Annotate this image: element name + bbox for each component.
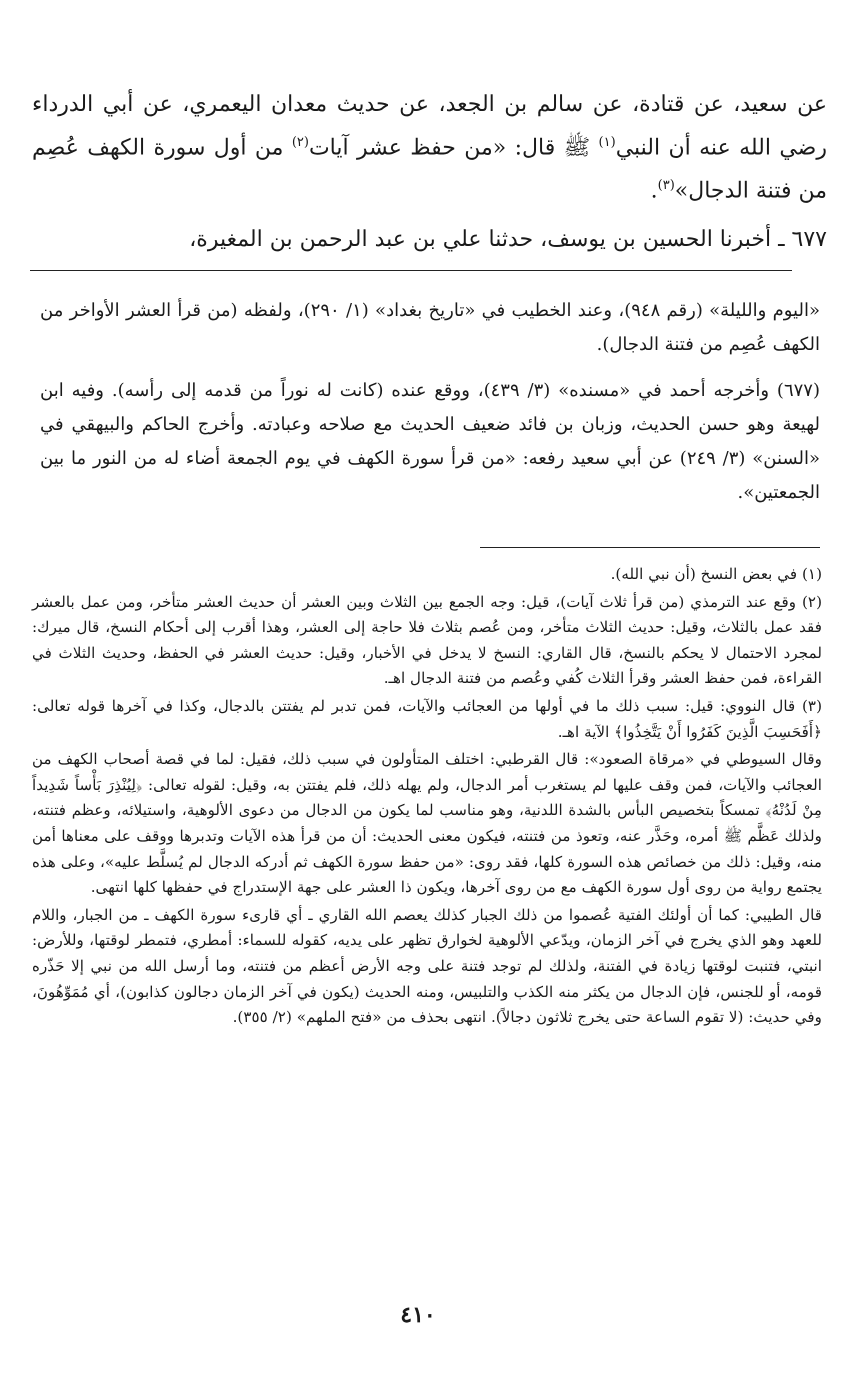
footnote-marker: (٣) <box>657 178 675 194</box>
main-text <box>32 86 827 259</box>
footnote-3-continued: قال الطيبي: كما أن أولئك الفتية عُصموا من ذلك الجبار كذلك يعصم الله القاري ـ أي قارىء سورة الكهف ـ من الجبار، واللام للعهد وهو الذي يخرج في آخر الزمان، ويدّعي الألوهية لخوارق تظهر على يديه، كقوله للسماء: أمطري، فتمطر لوقتها، وللأرض: انبتي، فتنبت لوقتها زيادة في الفتنة، ولذلك لم توجد فتنة على وجه الأرض أعظم من فتنته، وما أرسل الله من نبي إلا حَذّره قومه، أو للجنس، فإن الدجال من يكثر منه الكذب والتلبيس، ومنه الحديث (يكون في آخر الزمان دجالون كذابون)، أي مُمَوِّهُونَ، وفي حديث: (لا تقوم الساعة حتى يخرج ثلاثون دجالاً). انتهى بحذف من «فتح الملهم» (٢/ ٣٥٥). <box>32 905 822 1027</box>
divider <box>30 270 792 271</box>
main-paragraph <box>32 86 827 211</box>
page-number: ٤١٠ <box>400 1302 436 1328</box>
footnote-marker: (١) <box>598 135 616 150</box>
main-text-line: من أول سورة الكهف عُصِم من فتنة الدجال» <box>32 135 827 204</box>
commentary-paragraph: «اليوم والليلة» (رقم ٩٤٨)، وعند الخطيب في «تاريخ بغداد» (١/ ٢٩٠)، ولفظه (من قرأ العشر الأواخر من الكهف عُصِم من فتنة الدجال). <box>40 300 820 355</box>
commentary <box>40 294 820 510</box>
footnotes <box>32 562 822 1033</box>
footnote-2: (٢) وقع عند الترمذي (من قرأ ثلاث آيات)، قيل: وجه الجمع بين الثلاث وبين العشر أن حديث العشر متأخر، ومن عمل بالعشر فقد عمل بالثلاث، وقيل: حديث الثلاث متأخر، ومن عُصم بثلاث فلا حاجة إلى العشر، وهذا أقرب إلى أحكام النسخ، قال ميرك: لمجرد الاحتمال لا يحكم بالنسخ، قال القاري: النسخ لا يدخل في الأخبار، وقيل: حديث العشر في الحفظ، وحديث الثلاث في القراءة، فمن حفظ العشر وقرأ الثلاث كُفي وعُصم من فتنة الدجال اهـ. <box>32 592 822 688</box>
footnote-3: (٣) قال النووي: قيل: سبب ذلك ما في أولها من العجائب والآيات، فمن تدبر لم يفتتن بالدجال، وكذا في آخرها قوله تعالى: ﴿أَفَحَسِبَ الَّذِينَ كَفَرُوا أَنْ يَتَّخِذُوا﴾ الآية اهـ. <box>32 696 822 741</box>
footnote-3-continued: وقال السيوطي في «مرقاة الصعود»: قال القرطبي: اختلف المتأولون في سبب ذلك، فقيل: لما في قصة أصحاب الكهف من العجائب والآيات، فمن وقف عليها لم يستغرب أمر الدجال، ولم يهله ذلك، فلم يفتتن به، وقيل: لقوله تعالى: ﴿لِيُنْذِرَ بَأْساً شَدِيداً مِنْ لَدُنْهُ﴾ تمسكاً بتخصيص البأس بالشدة اللدنية، وهو مناسب لما يكون من الدجال من دعوى الألوهية، واستيلائه، وعظم فتنته، ولذلك عَظَّم ﷺ أمره، وحَذَّر عنه، وتعوذ من فتنته، فيكون معنى الحديث: أن من قرأ هذه الآيات وتدبرها ووقف على معناها أمن منه، وقيل: ذلك من خصائص هذه السورة كلها، فقد روى: «من حفظ سورة الكهف ثم أدركه الدجال لم يُسلَّط عليه»، وعلى هذه يجتمع رواية من روى أول سورة الكهف مع من روى آخرها، ويكون ذا العشر على جهة الإستدراج في حفظها كلها انتهى. <box>32 750 822 897</box>
main-text-end: . <box>650 178 658 204</box>
footnote-1: (١) في بعض النسخ (أن نبي الله). <box>610 565 822 583</box>
main-text-line: عن سعيد، عن قتادة، عن سالم بن الجعد، عن حديث معدان اليعمري، عن أبي الدرداء رضي الله عنه أن النبي <box>32 92 827 161</box>
main-text-line: ﷺ قال: «من حفظ عشر آيات <box>308 135 591 161</box>
hadith-677: ٦٧٧ ـ أخبرنا الحسين بن يوسف، حدثنا علي بن عبد الرحمن بن المغيرة، <box>189 226 827 252</box>
footnote-divider <box>480 547 820 548</box>
footnote-marker: (٢) <box>291 135 309 150</box>
commentary-paragraph: (٦٧٧) وأخرجه أحمد في «مسنده» (٣/ ٤٣٩)، ووقع عنده (كانت له نوراً من قدمه إلى رأسه). وفيه ابن لهيعة وهو حسن الحديث، وزبان بن فائد ضعيف الحديث مع صلاحه وعبادته. وأخرج الحاكم والبيهقي في «السنن» (٣/ ٢٤٩) عن أبي سعيد رفعه: «من قرأ سورة الكهف في يوم الجمعة أضاء له من النور ما بين الجمعتين». <box>40 380 820 503</box>
